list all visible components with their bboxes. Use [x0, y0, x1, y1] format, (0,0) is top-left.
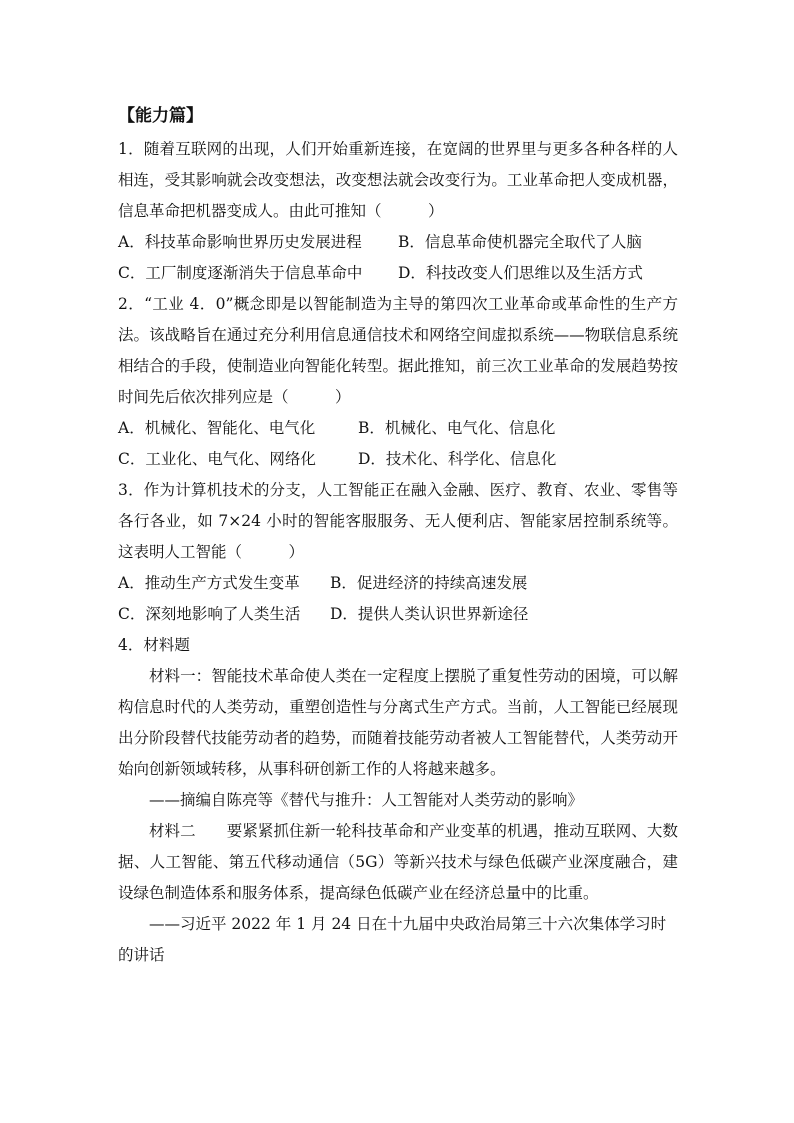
question-1-option-c: C．工厂制度逐渐消失于信息革命中	[118, 264, 363, 282]
question-2-options-row-2	[118, 444, 678, 475]
material-2-source: ——习近平 2022 年 1 月 24 日在十九届中央政治局第三十六次集体学习时的讲话	[118, 915, 667, 964]
question-4-title: 4．材料题	[118, 636, 190, 654]
document-page	[118, 98, 678, 971]
question-3-options-row-2	[118, 599, 678, 630]
question-1-option-a: A．科技革命影响世界历史发展进程	[118, 233, 362, 251]
question-1	[118, 134, 678, 289]
question-2-option-a: A．机械化、智能化、电气化	[118, 419, 316, 437]
material-1-source: ——摘编自陈亮等《替代与推升：人工智能对人类劳动的影响》	[149, 791, 584, 809]
question-3-options-row-1	[118, 568, 678, 599]
question-3-stem: 3．作为计算机技术的分支，人工智能正在融入金融、医疗、教育、农业、零售等各行各业，如 7×24 小时的智能客服服务、无人便利店、智能家居控制系统等。这表明人工智能（ ）	[118, 481, 678, 561]
question-2-stem: 2．“工业 4．0”概念即是以智能制造为主导的第四次工业革命或革命性的生产方法。该战略旨在通过充分利用信息通信技术和网络空间虚拟系统——物联信息系统相结合的手段，使制造业向智能化转型。据此推知，前三次工业革命的发展趋势按时间先后依次排列应是（ ）	[118, 295, 678, 406]
question-3-option-b: B．促进经济的持续高速发展	[330, 574, 528, 592]
material-1: 材料一：智能技术革命使人类在一定程度上摆脱了重复性劳动的困境，可以解构信息时代的人类劳动，重塑创造性与分离式生产方式。当前，人工智能已经展现出分阶段替代技能劳动者的趋势，而随着技能劳动者被人工智能替代，人类劳动开始向创新领域转移，从事科研创新工作的人将越来越多。	[118, 667, 678, 778]
question-1-stem: 1．随着互联网的出现，人们开始重新连接，在宽阔的世界里与更多各种各样的人相连，受其影响就会改变想法，改变想法就会改变行为。工业革命把人变成机器，信息革命把机器变成人。由此可推知（ ）	[118, 140, 678, 220]
question-3-option-d: D．提供人类认识世界新途径	[330, 605, 529, 623]
question-1-options-row-2	[118, 258, 678, 289]
question-3-option-a: A．推动生产方式发生变革	[118, 574, 300, 592]
question-4	[118, 630, 678, 971]
question-3	[118, 475, 678, 630]
question-1-options-row-1	[118, 227, 678, 258]
question-1-option-b: B．信息革命使机器完全取代了人脑	[398, 233, 642, 251]
question-2-option-b: B．机械化、电气化、信息化	[358, 419, 556, 437]
material-2: 材料二 要紧紧抓住新一轮科技革命和产业变革的机遇，推动互联网、大数据、人工智能、第五代移动通信（5G）等新兴技术与绿色低碳产业深度融合，建设绿色制造体系和服务体系，提高绿色低碳产业在经济总量中的比重。	[118, 822, 678, 902]
question-2	[118, 289, 678, 475]
question-2-option-d: D．技术化、科学化、信息化	[358, 450, 557, 468]
question-2-option-c: C．工业化、电气化、网络化	[118, 450, 316, 468]
question-1-option-d: D．科技改变人们思维以及生活方式	[398, 264, 643, 282]
section-title: 【能力篇】	[118, 106, 203, 126]
question-2-options-row-1	[118, 413, 678, 444]
question-3-option-c: C．深刻地影响了人类生活	[118, 605, 301, 623]
